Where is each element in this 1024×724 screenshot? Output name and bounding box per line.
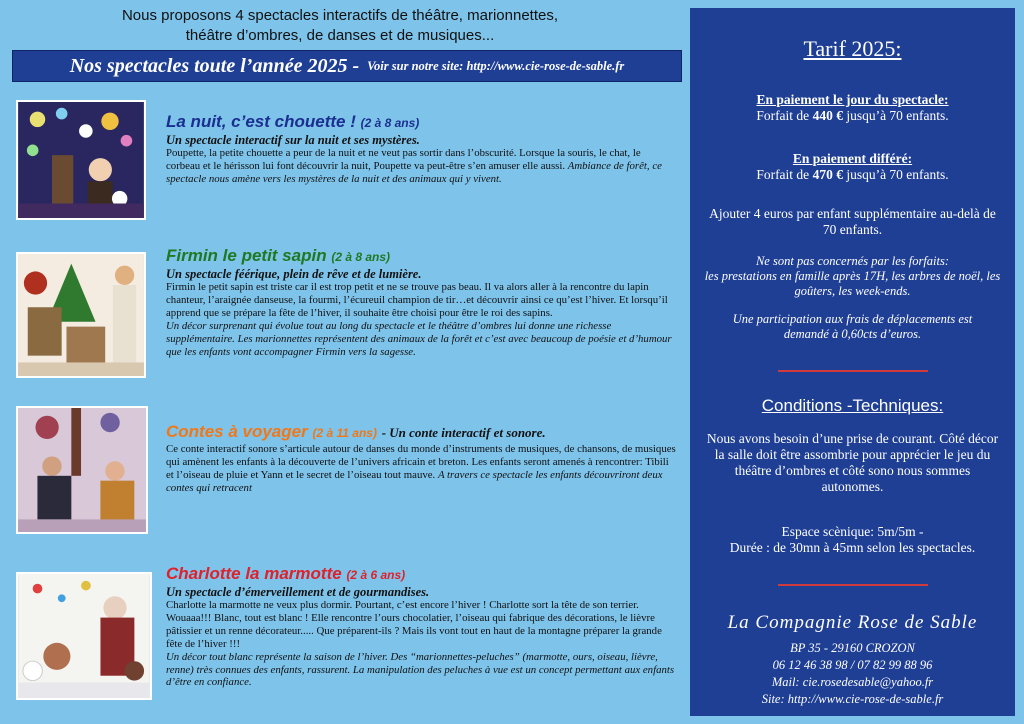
show-2-text bbox=[166, 246, 676, 358]
separator-2 bbox=[778, 584, 928, 586]
intro-line-1: Nous proposons 4 spectacles interactifs de théâtre, marionnettes, bbox=[121, 7, 559, 24]
show-4-title-row bbox=[166, 564, 676, 585]
intro-line-2: théâtre d’ombres, de danses et de musiques... bbox=[185, 27, 495, 44]
show-1-italic: Ambiance de forêt, ce spectacle nous amène vers les mystères de la nuit et des animaux qui y vivent. bbox=[166, 159, 662, 185]
pay-later-block bbox=[698, 151, 1007, 183]
show-duration: Durée : de 30mn à 45mn selon les spectacles. bbox=[729, 540, 976, 555]
pricing-title: Tarif 2025: bbox=[803, 36, 902, 61]
show-2-title: Firmin le petit sapin bbox=[166, 246, 327, 265]
pay-later-post: jusqu’à 70 enfants. bbox=[842, 167, 949, 182]
show-3-photo-image bbox=[18, 408, 146, 532]
phones: 06 12 46 38 98 / 07 82 99 88 96 bbox=[772, 658, 933, 672]
show-3-title-row bbox=[166, 422, 676, 443]
pay-later-pre: Forfait de bbox=[756, 167, 813, 182]
banner-site-link[interactable]: Voir sur notre site: http://www.cie-rose-de-sable.fr bbox=[367, 58, 625, 73]
conditions-text: Nous avons besoin d’une prise de courant. Côté décor la salle doit être assombrie pour apprécier le jeu du théâtre d’ombres et côté sono nous sommes autonomes. bbox=[706, 431, 999, 494]
show-2-description bbox=[166, 281, 676, 358]
not-included-list: les prestations en famille après 17H, les arbres de noël, les goûters, les week-ends. bbox=[704, 269, 1001, 298]
pay-later-price: 470 € bbox=[812, 167, 843, 182]
separator-1 bbox=[778, 370, 928, 372]
show-2-photo-image bbox=[18, 254, 144, 376]
show-3-photo bbox=[16, 406, 148, 534]
show-2-subtitle: Un spectacle féérique, plein de rêve et de lumière. bbox=[166, 267, 422, 281]
show-1-title-row bbox=[166, 112, 676, 133]
pricing-panel bbox=[690, 8, 1015, 716]
show-3-age: (2 à 11 ans) bbox=[312, 426, 377, 440]
show-4-title: Charlotte la marmotte bbox=[166, 564, 342, 583]
extra-children: Ajouter 4 euros par enfant supplémentaire au-delà de 70 enfants. bbox=[709, 206, 996, 237]
banner-title: Nos spectacles toute l’année 2025 - bbox=[69, 54, 360, 77]
pay-now-line bbox=[698, 108, 1007, 124]
show-3-text bbox=[166, 422, 676, 495]
show-4-text bbox=[166, 564, 676, 689]
space-duration bbox=[698, 524, 1007, 556]
show-2-body: Firmin le petit sapin est triste car il est trop petit et ne se trouve pas beau. Il va alors aller à la rencontre du lapin chanteur, l’araignée danseuse, la fourmi, l’écureuil champion de tir…et découvrir ainsi ce qu’est l’hiver. Et lorsqu’il apprend que se prépare la fête de l’hiver, il souhaite être choisi pour être le roi des sapins. bbox=[166, 281, 668, 319]
show-2-photo bbox=[16, 252, 146, 378]
show-3-italic: A travers ce spectacle les enfants découvriront deux contes qui retracent bbox=[166, 468, 663, 494]
show-4-description bbox=[166, 599, 676, 689]
show-3-title-suffix: - Un conte interactif et sonore. bbox=[381, 425, 546, 440]
pay-now-pre: Forfait de bbox=[756, 108, 813, 123]
show-4-age: (2 à 6 ans) bbox=[346, 568, 406, 582]
travel-fees: Une participation aux frais de déplacements est demandé à 0,60cts d’euros. bbox=[732, 312, 973, 341]
show-1-age: (2 à 8 ans) bbox=[360, 116, 420, 130]
stage-space: Espace scènique: 5m/5m - bbox=[781, 524, 924, 539]
show-4-subtitle: Un spectacle d’émerveillement et de gourmandises. bbox=[166, 585, 430, 599]
not-included bbox=[698, 254, 1007, 299]
company-name: La Compagnie Rose de Sable bbox=[727, 612, 978, 633]
show-1-photo-image bbox=[18, 102, 144, 218]
show-4-photo bbox=[16, 572, 152, 700]
show-2-italic: Un décor surprenant qui évolue tout au long du spectacle et le théâtre d’ombres lui donne une richesse supplémentaire. Les marionnettes représentent des animaux de la forêt et c’est avec beaucoup de poésie et d’humour que les enfants vont accompagner Firmin vers la sagesse. bbox=[166, 319, 672, 358]
pay-later-line bbox=[698, 167, 1007, 183]
conditions-title: Conditions -Techniques: bbox=[761, 396, 944, 415]
not-included-heading: Ne sont pas concernés par les forfaits: bbox=[755, 254, 950, 268]
contact-block bbox=[690, 640, 1015, 708]
email-link[interactable]: Mail: cie.rosedesable@yahoo.fr bbox=[771, 675, 934, 689]
show-4-photo-image bbox=[18, 574, 150, 698]
show-3-description bbox=[166, 443, 676, 495]
pay-now-post: jusqu’à 70 enfants. bbox=[842, 108, 949, 123]
pay-now-price: 440 € bbox=[812, 108, 843, 123]
address: BP 35 - 29160 CROZON bbox=[790, 641, 915, 655]
show-1-subtitle: Un spectacle interactif sur la nuit et ses mystères. bbox=[166, 133, 420, 147]
show-4-body: Charlotte la marmotte ne veux plus dormir. Pourtant, c’est encore l’hiver ! Charlotte sort la tête de son terrier. Wouaaa!!! Blanc, tout est blanc ! Elle rencontre l’ours chocolatier, l’oiseau qui fabrique des décorations, le lièvre pâtissier et un renne décorateur..... Que préparent-ils ? Mais ils vont tout en haut de la montagne préparer la grande fête de l’hiver !!! bbox=[166, 599, 662, 650]
show-3-body: Ce conte interactif sonore s’articule autour de danses du monde d’instruments de musiques, de chansons, de musiques qui amènent les enfants à la découverte de l’univers africain et breton. Les enfants seront amenés à rencontrer: Tibili et l’oiseau de pluie et Yann et le secret de l’oiseau tout mauve. bbox=[166, 443, 676, 481]
intro-text bbox=[40, 6, 640, 46]
show-1-description bbox=[166, 147, 676, 186]
show-3-title: Contes à voyager bbox=[166, 422, 308, 441]
pay-now-block bbox=[698, 92, 1007, 124]
banner bbox=[12, 50, 682, 82]
show-1-text bbox=[166, 112, 676, 186]
pay-later-heading: En paiement différé: bbox=[792, 151, 913, 166]
show-1-body: Poupette, la petite chouette a peur de la nuit et ne veut pas sortir dans l’obscurité. Lorsque la souris, le chat, le corbeau et le hérisson lui font découvrir la nuit, Poupette va peut-être s’en amuser elle aussi. bbox=[166, 147, 641, 172]
show-2-age: (2 à 8 ans) bbox=[331, 250, 391, 264]
pay-now-heading: En paiement le jour du spectacle: bbox=[756, 92, 949, 107]
show-2-title-row bbox=[166, 246, 676, 267]
show-1-title: La nuit, c’est chouette ! bbox=[166, 112, 356, 131]
website-link[interactable]: Site: http://www.cie-rose-de-sable.fr bbox=[761, 692, 944, 706]
show-1-photo bbox=[16, 100, 146, 220]
show-4-italic: Un décor tout blanc représente la saison de l’hiver. Des “marionnettes-peluches” (marmotte, ours, oiseau, lièvre, renne) très connues des enfants, rassurent. La manipulation des peluches à vue est un concept permettant aux enfants d’être en confiance. bbox=[166, 650, 675, 689]
